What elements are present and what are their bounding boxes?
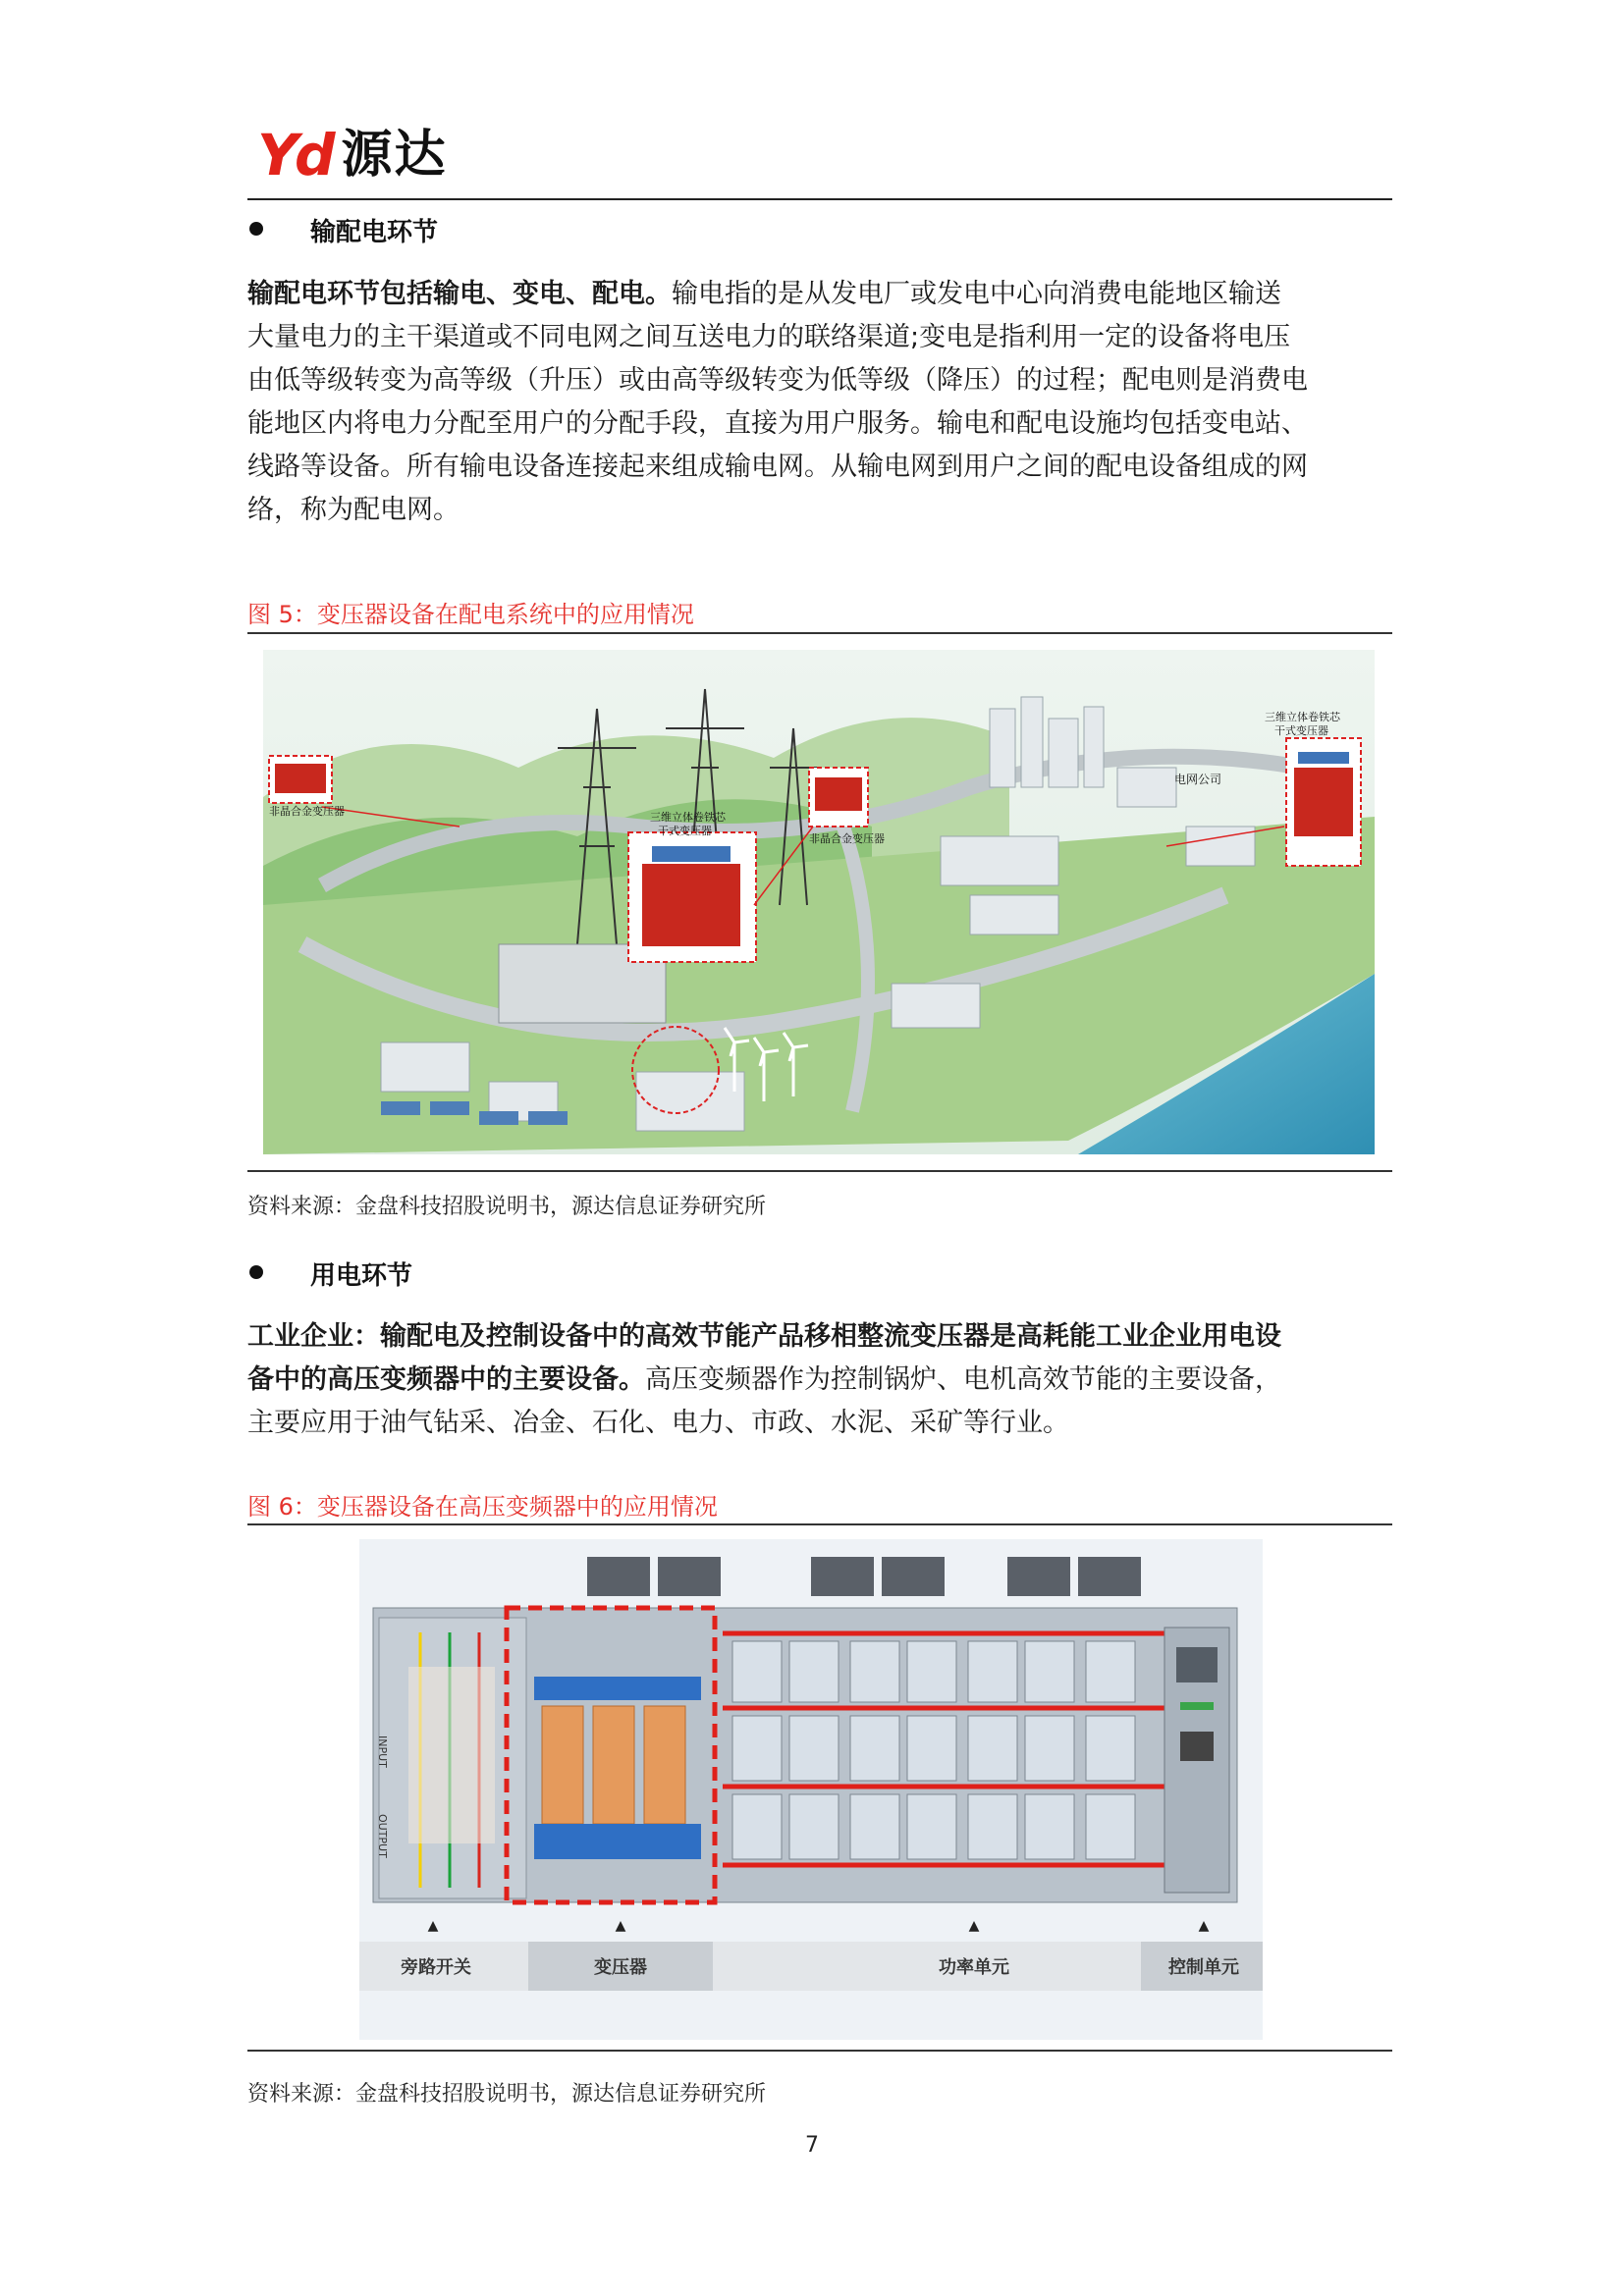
logo-mark: Yd (257, 122, 332, 188)
figure-bottom-rule (247, 2050, 1392, 2052)
header-divider (247, 198, 1392, 200)
figure-bottom-rule (247, 1170, 1392, 1172)
bullet-icon (249, 222, 263, 236)
paragraph-line: 大量电力的主干渠道或不同电网之间互送电力的联络渠道;变电是指利用一定的设备将电压 (247, 322, 1291, 352)
svg-text:▲: ▲ (615, 1918, 626, 1934)
body-paragraph (247, 273, 1392, 532)
figure-label: 干式变压器 (658, 825, 712, 837)
figure-source: 资料来源：金盘科技招股说明书，源达信息证券研究所 (247, 2082, 767, 2107)
cooling-fan-icon (587, 1557, 1141, 1596)
distribution-system-illustration (263, 650, 1375, 1154)
company-logo (257, 122, 448, 188)
transformer-icon (269, 756, 332, 803)
figure-label: 干式变压器 (1274, 724, 1328, 737)
bottom-label: 功率单元 (939, 1957, 1009, 1978)
page-number: 7 (805, 2133, 819, 2158)
bullet-icon (249, 1265, 263, 1279)
figure-label: 三维立体卷铁芯 (1265, 711, 1340, 723)
bottom-label: 旁路开关 (401, 1957, 471, 1978)
paragraph-line: 输电指的是从发电厂或发电中心向消费电能地区输送 (672, 279, 1281, 309)
figure-label: 三维立体卷铁芯 (650, 811, 726, 824)
paragraph-line: 能地区内将电力分配至用户的分配手段，直接为用户服务。输电和配电设施均包括变电站、 (247, 408, 1308, 439)
svg-text:▲: ▲ (968, 1918, 980, 1934)
paragraph-line: 主要应用于油气钻采、冶金、石化、电力、市政、水泥、采矿等行业。 (247, 1408, 1069, 1438)
bottom-label: 控制单元 (1168, 1957, 1239, 1978)
paragraph-line: 线路等设备。所有输电设备连接起来组成输电网。从输电网到用户之间的配电设备组成的网 (247, 452, 1308, 482)
section-title: 输配电环节 (310, 218, 439, 247)
figure-top-rule (247, 632, 1392, 634)
figure-top-rule (247, 1523, 1392, 1525)
paragraph-line: 络，称为配电网。 (247, 495, 460, 525)
output-label: OUTPUT (376, 1814, 389, 1858)
logo-text: 源达 (341, 126, 448, 185)
svg-text:▲: ▲ (427, 1918, 439, 1934)
paragraph-lead: 备中的高压变频器中的主要设备。 (247, 1364, 645, 1395)
hv-inverter-cabinet-illustration (359, 1539, 1263, 2040)
svg-text:▲: ▲ (1198, 1918, 1210, 1934)
bottom-label: 变压器 (594, 1957, 647, 1978)
figure-caption: 图 5：变压器设备在配电系统中的应用情况 (247, 601, 694, 628)
transformer-icon (1286, 738, 1361, 866)
figure-label: 电网公司 (1174, 773, 1222, 786)
input-label: INPUT (376, 1735, 389, 1768)
transformer-icon (809, 768, 868, 827)
paragraph-lead: 输配电环节包括输电、变电、配电。 (247, 279, 672, 309)
figure-caption: 图 6：变压器设备在高压变频器中的应用情况 (247, 1493, 718, 1521)
body-paragraph (247, 1315, 1392, 1445)
figure-source: 资料来源：金盘科技招股说明书，源达信息证券研究所 (247, 1195, 767, 1219)
transformer-icon (628, 832, 756, 962)
paragraph-lead: 工业企业：输配电及控制设备中的高效节能产品移相整流变压器是高耗能工业企业用电设 (247, 1321, 1281, 1352)
paragraph-line: 由低等级转变为高等级（升压）或由高等级转变为低等级（降压）的过程；配电则是消费电 (247, 365, 1308, 396)
transformer-coil-icon (542, 1706, 685, 1824)
section-title: 用电环节 (310, 1261, 413, 1291)
paragraph-line: 高压变频器作为控制锅炉、电机高效节能的主要设备， (645, 1364, 1281, 1395)
figure-label: 非晶合金变压器 (269, 805, 345, 818)
figure-label: 非晶合金变压器 (809, 832, 885, 845)
